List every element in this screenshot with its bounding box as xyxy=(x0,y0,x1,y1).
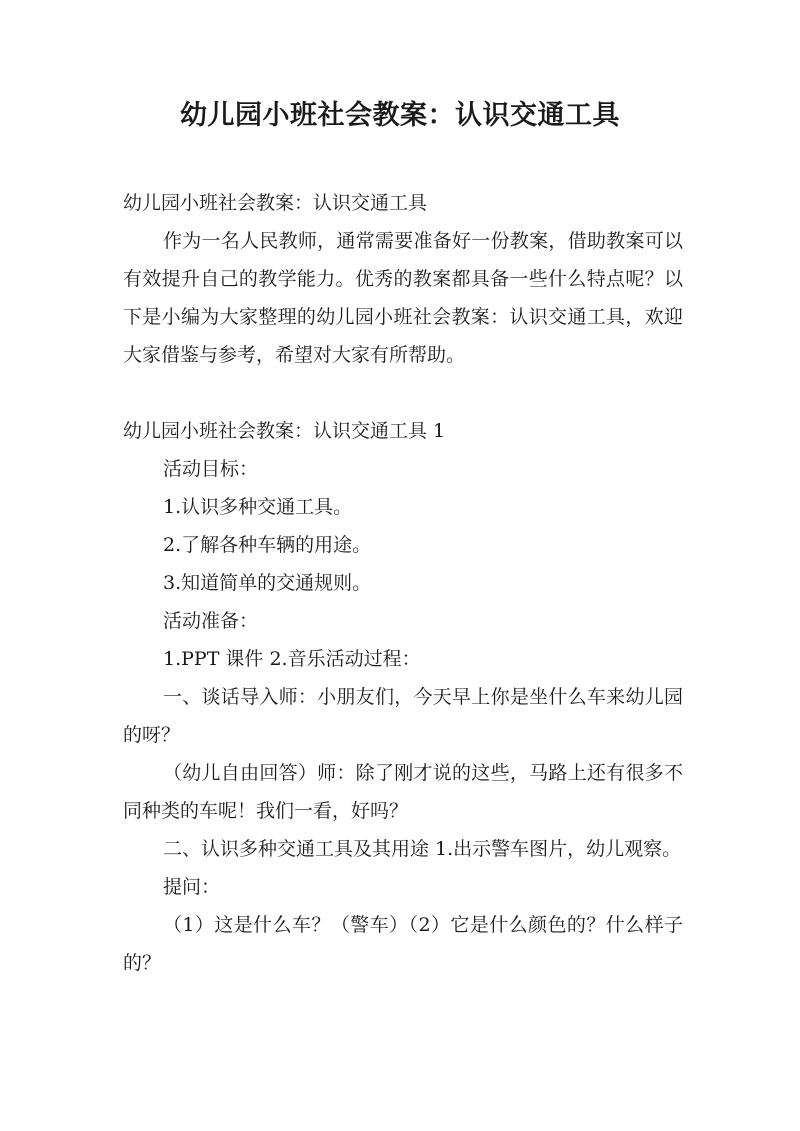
preparation-item: 1.PPT 课件 2.音乐活动过程： xyxy=(163,648,421,670)
lesson-heading: 幼儿园小班社会教案：认识交通工具 1 xyxy=(123,420,446,442)
objective-item: 2.了解各种车辆的用途。 xyxy=(163,534,372,556)
paragraph-spacer xyxy=(123,374,683,412)
objective-item: 3.知道简单的交通规则。 xyxy=(163,572,372,594)
objective-item: 1.认识多种交通工具。 xyxy=(163,496,353,518)
process-paragraph: 一、谈话导入师：小朋友们，今天早上你是坐什么车来幼儿园的呀？ xyxy=(123,686,683,746)
objectives-heading: 活动目标： xyxy=(163,458,259,480)
preparation-heading: 活动准备： xyxy=(163,610,259,632)
question-paragraph: （1）这是什么车？（警车）（2）它是什么颜色的？什么样子的？ xyxy=(123,914,683,974)
process-paragraph: （幼儿自由回答）师：除了刚才说的这些，马路上还有很多不同种类的车呢！我们一看，好吗？ xyxy=(123,762,683,822)
document-body xyxy=(123,184,683,982)
intro-paragraph: 作为一名人民教师，通常需要准备好一份教案，借助教案可以有效提升自己的教学能力。优秀的教案都具备一些什么特点呢？以下是小编为大家整理的幼儿园小班社会教案：认识交通工具，欢迎大家借鉴与参考，希望对大家有所帮助。 xyxy=(123,230,683,366)
document-title: 幼儿园小班社会教案：认识交通工具 xyxy=(180,100,620,131)
process-paragraph: 二、认识多种交通工具及其用途 1.出示警车图片，幼儿观察。 xyxy=(163,838,682,860)
question-heading: 提问： xyxy=(163,876,221,898)
section-heading: 幼儿园小班社会教案：认识交通工具 xyxy=(123,192,428,214)
